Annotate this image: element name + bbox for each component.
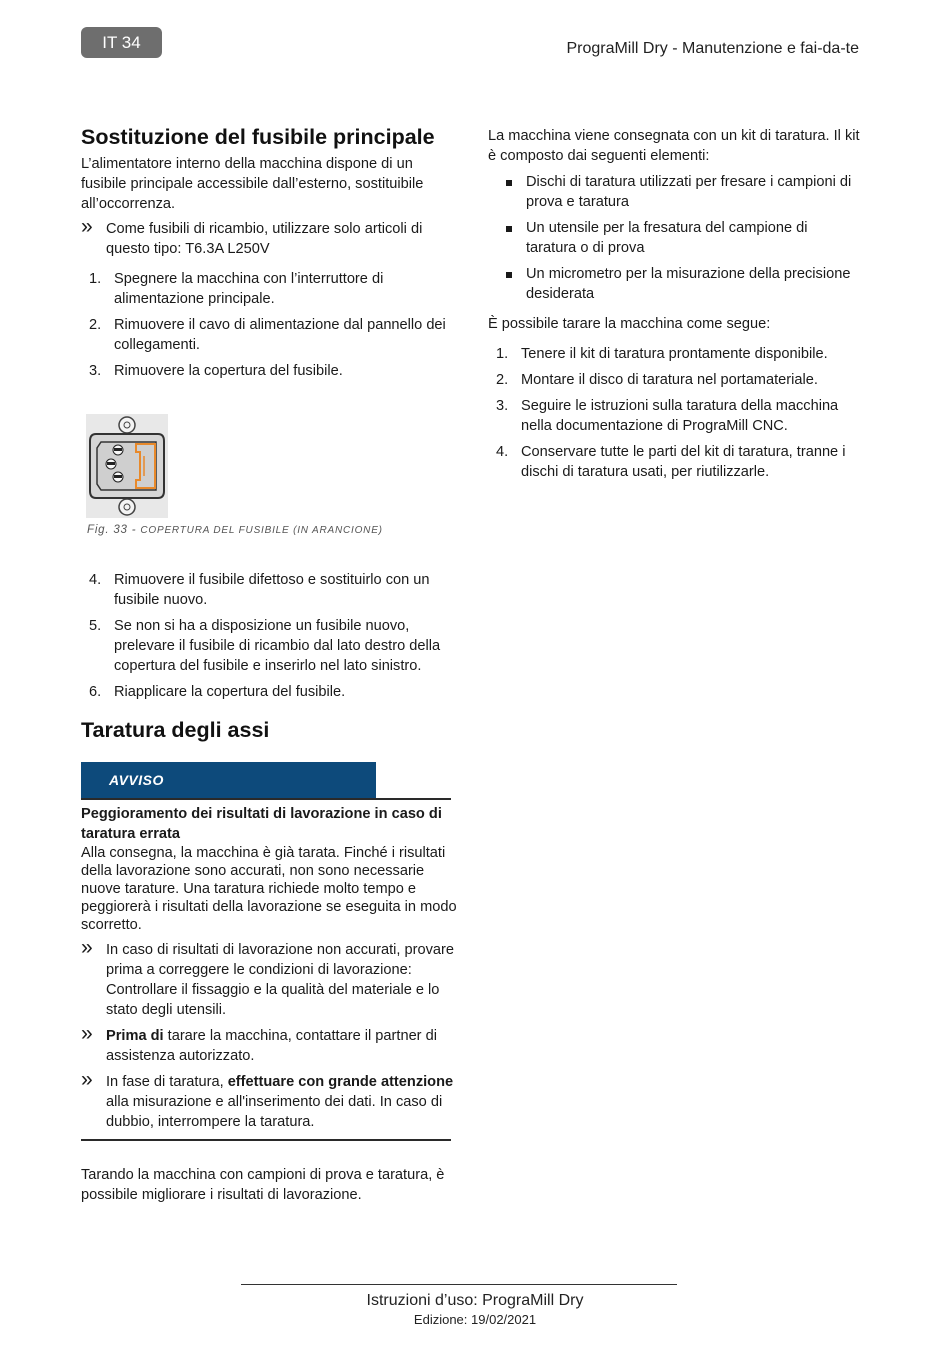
list-item: 6. Riapplicare la copertura del fusibile. (89, 684, 346, 700)
calibration-outro: Tarando la macchina con campioni di prova e taratura, è possibile migliorare i risultati di lavorazione. (81, 1167, 445, 1203)
bullet-square-icon (506, 226, 512, 232)
procedure-intro: È possibile tarare la macchina come segue: (488, 316, 771, 332)
fuse-tip-text: Come fusibili di ricambio, utilizzare solo articoli di questo tipo: T6.3A L250V (106, 221, 423, 257)
notice-top-rule (81, 798, 451, 800)
list-item: 5. Se non si ha a disposizione un fusibile nuovo, prelevare il fusibile di ricambio dal lato destro della copertura del fusibile e inserirlo nel lato sinistro. (89, 618, 441, 674)
kit-items-list (488, 172, 860, 304)
kit-intro: La macchina viene consegnata con un kit di taratura. Il kit è composto dai seguenti elementi: (488, 128, 860, 164)
list-item: Un utensile per la fresatura del campione di taratura o di prova (488, 218, 860, 258)
fuse-steps-b (81, 570, 457, 702)
fuse-steps-continued (81, 570, 457, 708)
fuse-intro-paragraph: L’alimentatore interno della macchina dispone di un fusibile principale accessibile dall’esterno, sostituibile all’occorrenza. (81, 156, 424, 212)
figure-caption: Fig. 33 - COPERTURA DEL FUSIBILE (IN ARANCIONE) (87, 524, 383, 536)
notice-tip-3: » In fase di taratura, effettuare con grande attenzione alla misurazione e all'inserimento dei dati. In caso di dubbio, interrompere la taratura. (81, 1068, 454, 1130)
footer-edition: Edizione: 19/02/2021 (413, 1312, 537, 1327)
notice-bottom-rule (81, 1139, 451, 1141)
tip-marker-icon: » (81, 215, 93, 238)
list-item: 4. Rimuovere il fusibile difettoso e sostituirlo con un fusibile nuovo. (89, 572, 430, 608)
list-item: 3. Rimuovere la copertura del fusibile. (89, 363, 343, 379)
tip-marker-icon: » (81, 1022, 93, 1045)
list-item: Dischi di taratura utilizzati per fresare i campioni di prova e taratura (488, 172, 860, 212)
fuse-section (81, 124, 457, 387)
procedure-steps (488, 344, 860, 482)
fuse-cover-figure (86, 414, 168, 518)
section-heading-fuse: Sostituzione del fusibile principale (81, 125, 435, 149)
kit-section (488, 126, 860, 488)
list-item: 2. Rimuovere il cavo di alimentazione dal pannello dei collegamenti. (89, 317, 446, 353)
section-heading-calibration: Taratura degli assi (81, 718, 270, 742)
power-inlet-illustration (86, 414, 168, 518)
notice-body: Alla consegna, la macchina è già tarata. Finché i risultati della lavorazione sono accurati, non sono necessarie nuove tarature. Una taratura richiede molto tempo e peggiorerà i risultati della lavorazione se eseguita in modo scorretto. (81, 845, 457, 933)
bullet-square-icon (506, 272, 512, 278)
list-item: 3. Seguire le istruzioni sulla taratura della macchina nella documentazione di PrograMill CNC. (496, 398, 839, 434)
bullet-square-icon (506, 180, 512, 186)
notice-tip-1: » In caso di risultati di lavorazione non accurati, provare prima a correggere le condizioni di lavorazione: Controllare il fissaggio e la qualità del materiale e lo stato degli utensili. (81, 936, 454, 1018)
list-item: 4. Conservare tutte le parti del kit di taratura, tranne i dischi di taratura usati, per riutilizzarle. (496, 444, 846, 480)
fuse-steps-a (81, 269, 457, 381)
notice-title: Peggioramento dei risultati di lavorazione in caso di taratura errata (81, 806, 442, 842)
calibration-section (81, 717, 457, 1205)
tip-marker-icon: » (81, 936, 93, 959)
tip-marker-icon: » (81, 1068, 93, 1091)
list-item: 1. Spegnere la macchina con l’interruttore di alimentazione principale. (89, 271, 384, 307)
notice-label-bar: AVVISO (81, 762, 376, 798)
footer-title: Istruzioni d’uso: PrograMill Dry (366, 1292, 584, 1309)
list-item: 2. Montare il disco di taratura nel portamateriale. (496, 372, 818, 388)
list-item: Un micrometro per la misurazione della precisione desiderata (488, 264, 860, 304)
running-header: PrograMill Dry - Manutenzione e fai-da-te (566, 40, 859, 57)
fuse-tip (81, 215, 457, 259)
list-item: 1. Tenere il kit di taratura prontamente disponibile. (496, 346, 828, 362)
page-number-badge: IT 34 (81, 27, 162, 58)
footer-rule (241, 1284, 677, 1285)
notice-tip-2: » Prima di tarare la macchina, contattare il partner di assistenza autorizzato. (81, 1022, 437, 1064)
